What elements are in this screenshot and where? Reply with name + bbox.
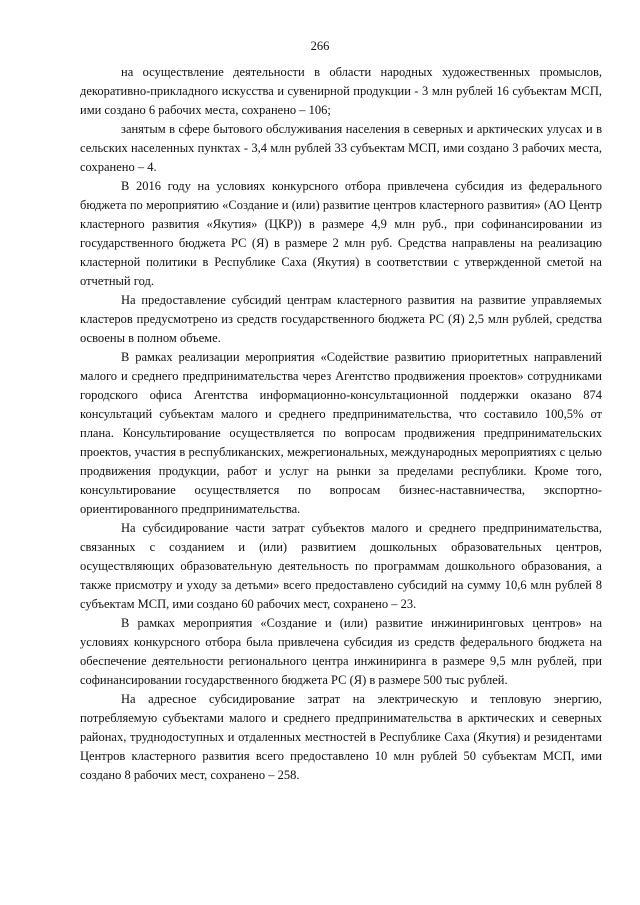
- paragraph-project-agency: В рамках реализации мероприятия «Содействие развитию приоритетных направлений малого и среднего предпринимательства через Агентство продвижения проектов» сотрудниками городского офиса Агентства информационно-консультационной поддержки оказано 874 консультаций субъектам малого и среднего предпринимательства, что составило 100,5% от плана. Консультирование осуществляется по вопросам продвижения предпринимательских проектов, участия в республиканских, межрегиональных, международных мероприятиях с целью продвижения продукции, работ и услуг на рынки за пределами республики. Кроме того, консультирование осуществляется по вопросам бизнес-наставничества, экспортно-ориентированного предпринимательства.: [80, 350, 602, 516]
- paragraph-energy-subsidies: На адресное субсидирование затрат на электрическую и тепловую энергию, потребляемую субъектами малого и среднего предпринимательства в арктических и северных районах, труднодоступных и отдаленных местностей в Республике Саха (Якутия) и резидентами Центров кластерного развития всего предоставлено 10 млн рублей 50 субъектам МСП, ими создано 8 рабочих мест, сохранено – 258.: [80, 692, 602, 782]
- paragraph-consumer-services: занятым в сфере бытового обслуживания населения в северных и арктических улусах и в сельских населенных пунктах - 3,4 млн рублей 33 субъектам МСП, ими создано 3 рабочих места, сохранено – 4.: [80, 122, 602, 174]
- paragraph-folk-crafts: на осуществление деятельности в области народных художественных промыслов, декоративно-прикладного искусства и сувенирной продукции - 3 млн рублей 16 субъектам МСП, ими создано 6 рабочих места, сохранено – 106;: [80, 65, 602, 117]
- paragraph-cluster-centers-2016: В 2016 году на условиях конкурсного отбора привлечена субсидия из федерального бюджета по мероприятию «Создание и (или) развитие центров кластерного развития» (АО Центр кластерного развития «Якутия» (ЦКР)) в размере 4,9 млн руб., при софинансировании из государственного бюджета РС (Я) в размере 2 млн руб. Средства направлены на реализацию кластерной политики в Республике Саха (Якутия) в соответствии с утвержденной сметой на отчетный год.: [80, 179, 602, 288]
- paragraph-engineering-centers: В рамках мероприятия «Создание и (или) развитие инжиниринговых центров» на условиях конкурсного отбора была привлечена субсидия из средств федерального бюджета на обеспечение деятельности регионального центра инжиниринга в размере 9,5 млн рублей, при софинансировании государственного бюджета РС (Я) в размере 500 тыс рублей.: [80, 616, 602, 687]
- body-text: [80, 63, 602, 785]
- page-number: 266: [310, 39, 330, 53]
- paragraph-cluster-subsidies: На предоставление субсидий центрам кластерного развития на развитие управляемых кластеров предусмотрено из средств государственного бюджета РС (Я) 2,5 млн рублей, средства освоены в полном объеме.: [80, 293, 602, 345]
- paragraph-preschool-centers: На субсидирование части затрат субъектов малого и среднего предпринимательства, связанных с созданием и (или) развитием дошкольных образовательных центров, осуществляющих образовательную деятельность по программам дошкольного образования, а также присмотру и уходу за детьми» всего предоставлено субсидий на сумму 10,6 млн рублей 8 субъектам МСП, ими создано 60 рабочих мест, сохранено – 23.: [80, 521, 602, 611]
